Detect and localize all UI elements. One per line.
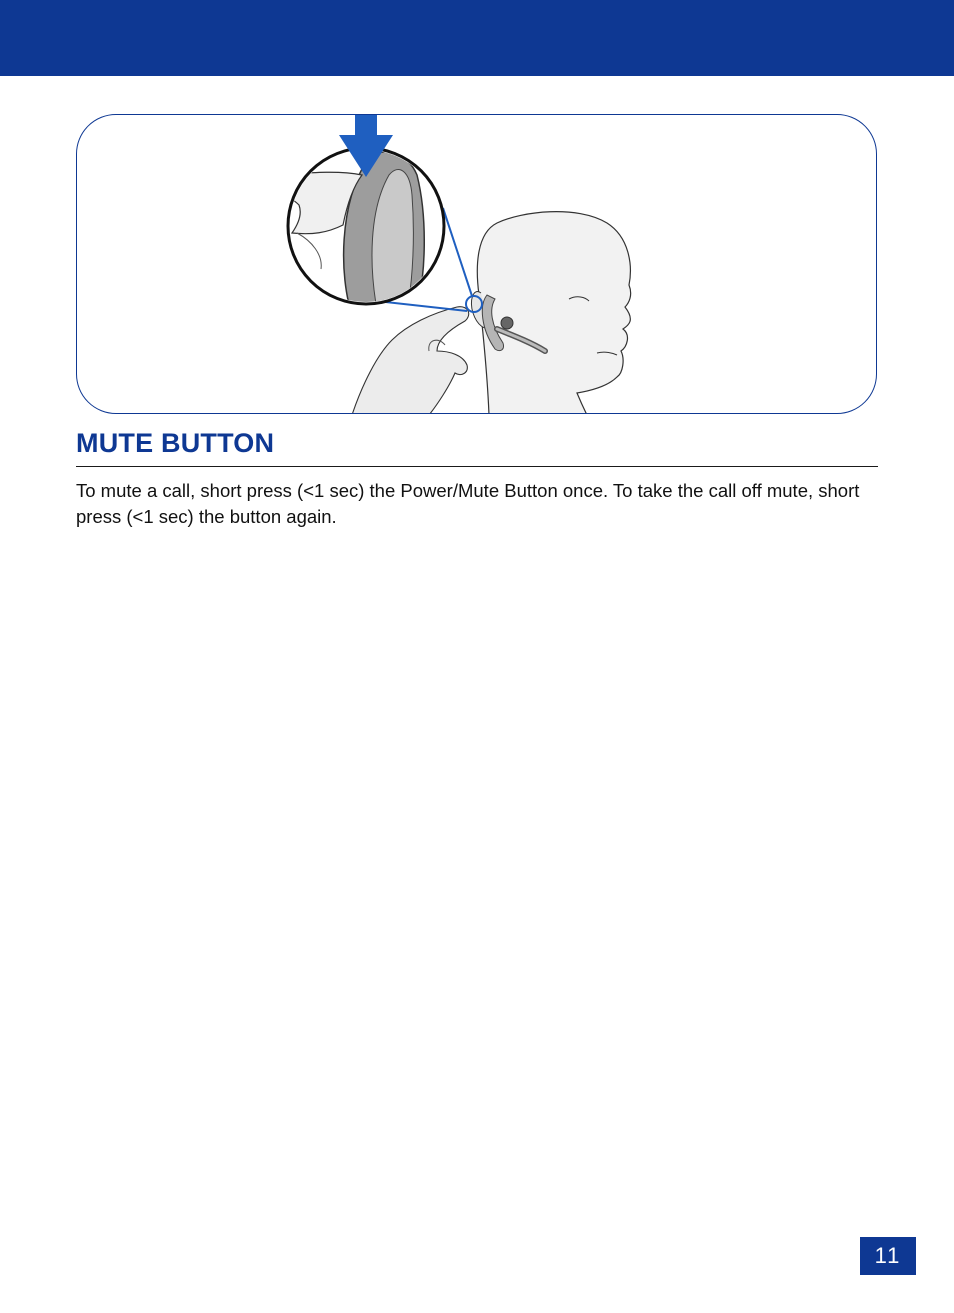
title-divider <box>76 466 878 467</box>
instruction-text: To mute a call, short press (<1 sec) the Power/Mute Button once. To take the call off mute, short press (<1 sec) the button again. <box>76 480 860 527</box>
mute-illustration <box>77 115 877 414</box>
section-title: MUTE BUTTON <box>76 428 275 458</box>
page-number: 11 <box>860 1237 916 1275</box>
header-band <box>0 0 954 76</box>
hand-illustration <box>352 307 469 414</box>
illustration-frame <box>76 114 877 414</box>
head-outline <box>477 212 630 414</box>
zoom-detail-circle <box>277 148 444 315</box>
